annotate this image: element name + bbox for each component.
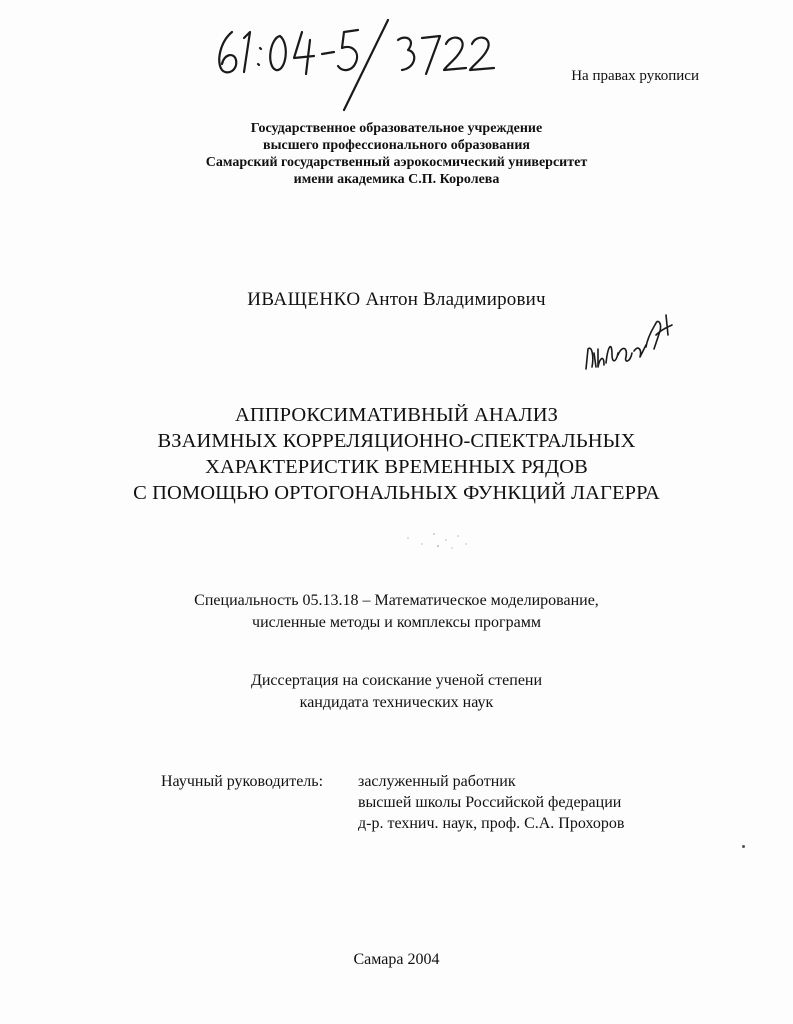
supervisor-line: высшей школы Российской федерации [358, 794, 622, 811]
institution-line: Государственное образовательное учреждение [250, 121, 543, 136]
handwritten-catalog-number [210, 14, 510, 114]
scan-noise [400, 526, 480, 556]
title-line: АППРОКСИМАТИВНЫЙ АНАЛИЗ [234, 404, 559, 426]
supervisor-line: заслуженный работник [358, 773, 516, 790]
specialty-block [0, 590, 793, 634]
author-given-names: Антон Владимирович [365, 289, 546, 310]
signature-image [582, 305, 682, 377]
place-year: Самара 2004 [353, 951, 440, 968]
title-line: ХАРАКТЕРИСТИК ВРЕМЕННЫХ РЯДОВ [205, 456, 588, 478]
institution-line: имени академика С.П. Королева [293, 172, 500, 187]
degree-block [0, 670, 793, 714]
supervisor-label: Научный руководитель: [161, 773, 324, 790]
dissertation-title [0, 402, 793, 506]
supervisor-details [358, 771, 624, 834]
degree-line: Диссертация на соискание ученой степени [250, 672, 543, 689]
institution-line: высшего профессионального образования [263, 138, 530, 153]
title-line: С ПОМОЩЬЮ ОРТОГОНАЛЬНЫХ ФУНКЦИЙ ЛАГЕРРА [133, 482, 660, 504]
institution-block [0, 120, 793, 188]
supervisor-line: д-р. технич. наук, проф. С.А. Прохоров [358, 815, 625, 832]
institution-line: Самарский государственный аэрокосмический университет [205, 155, 588, 170]
rights-notice: На правах рукописи [571, 68, 699, 84]
degree-line: кандидата технических наук [299, 694, 494, 711]
title-line: ВЗАИМНЫХ КОРРЕЛЯЦИОННО-СПЕКТРАЛЬНЫХ [157, 430, 636, 452]
scan-dot [742, 845, 745, 848]
specialty-line: Специальность 05.13.18 – Математическое моделирование, [194, 592, 599, 609]
author-surname: ИВАЩЕНКО [247, 289, 361, 310]
specialty-line: численные методы и комплексы программ [252, 614, 541, 631]
